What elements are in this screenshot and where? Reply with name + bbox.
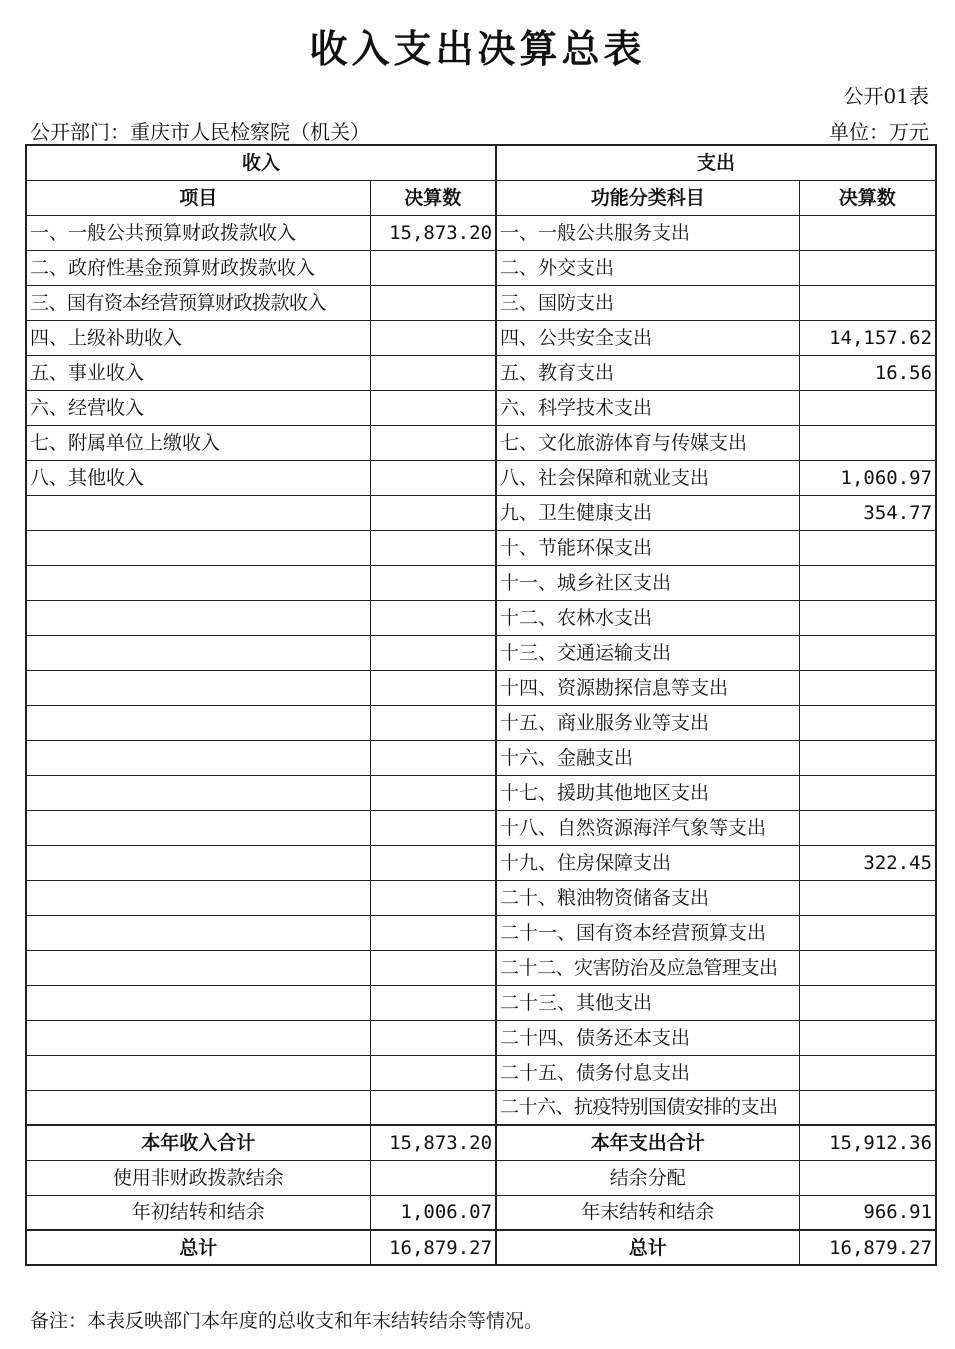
income-amount-cell <box>370 495 496 530</box>
expense-item-cell: 十九、住房保障支出 <box>496 845 799 880</box>
expense-amount-cell <box>799 880 936 915</box>
table-row <box>26 250 936 285</box>
income-amount-cell <box>370 915 496 950</box>
table-row <box>26 845 936 880</box>
summary-row <box>26 1230 936 1265</box>
expense-amount-cell: 14,157.62 <box>799 320 936 355</box>
income-amount-cell <box>370 460 496 495</box>
income-amount-cell <box>370 740 496 775</box>
expense-item-cell: 四、公共安全支出 <box>496 320 799 355</box>
expense-item-cell: 三、国防支出 <box>496 285 799 320</box>
income-amount-cell <box>370 600 496 635</box>
summary-expense-amount: 16,879.27 <box>799 1230 936 1265</box>
expense-amount-cell <box>799 950 936 985</box>
summary-income-label: 总计 <box>26 1230 370 1265</box>
summary-row <box>26 1125 936 1160</box>
income-amount-cell: 15,873.20 <box>370 215 496 250</box>
expense-item-cell: 十三、交通运输支出 <box>496 635 799 670</box>
income-item-cell: 七、附属单位上缴收入 <box>26 425 370 460</box>
table-row <box>26 915 936 950</box>
expense-amount-cell <box>799 530 936 565</box>
income-header: 收入 <box>26 145 496 180</box>
summary-income-amount <box>370 1160 496 1195</box>
income-item-cell: 六、经营收入 <box>26 390 370 425</box>
summary-income-label: 年初结转和结余 <box>26 1195 370 1230</box>
expense-amount-column-header: 决算数 <box>799 180 936 215</box>
summary-income-label: 本年收入合计 <box>26 1125 370 1160</box>
income-item-cell: 二、政府性基金预算财政拨款收入 <box>26 250 370 285</box>
expense-item-cell: 二、外交支出 <box>496 250 799 285</box>
income-item-cell <box>26 810 370 845</box>
expense-item-cell: 二十二、灾害防治及应急管理支出 <box>496 950 799 985</box>
item-column-header: 项目 <box>26 180 370 215</box>
income-item-cell <box>26 775 370 810</box>
income-item-cell <box>26 915 370 950</box>
form-code: 公开01表 <box>843 84 929 108</box>
expense-item-cell: 七、文化旅游体育与传媒支出 <box>496 425 799 460</box>
table-row <box>26 635 936 670</box>
expense-amount-cell <box>799 1020 936 1055</box>
income-item-cell <box>26 985 370 1020</box>
income-item-cell <box>26 635 370 670</box>
expense-amount-cell: 354.77 <box>799 495 936 530</box>
expense-header: 支出 <box>496 145 936 180</box>
table-row <box>26 320 936 355</box>
income-amount-column-header: 决算数 <box>370 180 496 215</box>
summary-expense-amount: 966.91 <box>799 1195 936 1230</box>
income-amount-cell <box>370 1055 496 1090</box>
expense-amount-cell <box>799 285 936 320</box>
income-item-cell: 五、事业收入 <box>26 355 370 390</box>
table-row <box>26 1055 936 1090</box>
expense-item-cell: 十八、自然资源海洋气象等支出 <box>496 810 799 845</box>
category-column-header: 功能分类科目 <box>496 180 799 215</box>
income-amount-cell <box>370 775 496 810</box>
income-amount-cell <box>370 250 496 285</box>
income-amount-cell <box>370 320 496 355</box>
summary-income-amount: 16,879.27 <box>370 1230 496 1265</box>
table-row <box>26 285 936 320</box>
table-row <box>26 670 936 705</box>
expense-amount-cell <box>799 915 936 950</box>
income-amount-cell <box>370 950 496 985</box>
income-amount-cell <box>370 635 496 670</box>
expense-amount-cell <box>799 670 936 705</box>
table-row <box>26 215 936 250</box>
expense-item-cell: 二十三、其他支出 <box>496 985 799 1020</box>
section-header-row <box>26 145 936 180</box>
expense-amount-cell <box>799 985 936 1020</box>
income-amount-cell <box>370 1090 496 1125</box>
income-item-cell: 三、国有资本经营预算财政拨款收入 <box>26 285 370 320</box>
expense-item-cell: 二十五、债务付息支出 <box>496 1055 799 1090</box>
table-row <box>26 1090 936 1125</box>
income-amount-cell <box>370 845 496 880</box>
table-row <box>26 950 936 985</box>
summary-income-label: 使用非财政拨款结余 <box>26 1160 370 1195</box>
expense-amount-cell <box>799 1055 936 1090</box>
table-row <box>26 355 936 390</box>
income-amount-cell <box>370 565 496 600</box>
income-item-cell <box>26 1020 370 1055</box>
expense-amount-cell <box>799 250 936 285</box>
table-row <box>26 705 936 740</box>
expense-item-cell: 二十、粮油物资储备支出 <box>496 880 799 915</box>
expense-amount-cell <box>799 390 936 425</box>
expense-item-cell: 十一、城乡社区支出 <box>496 565 799 600</box>
expense-item-cell: 八、社会保障和就业支出 <box>496 460 799 495</box>
income-item-cell: 八、其他收入 <box>26 460 370 495</box>
table-row <box>26 600 936 635</box>
income-item-cell <box>26 670 370 705</box>
expense-item-cell: 九、卫生健康支出 <box>496 495 799 530</box>
summary-expense-label: 年末结转和结余 <box>496 1195 799 1230</box>
expense-amount-cell <box>799 705 936 740</box>
expense-amount-cell <box>799 810 936 845</box>
income-amount-cell <box>370 390 496 425</box>
income-item-cell <box>26 1090 370 1125</box>
income-amount-cell <box>370 880 496 915</box>
expense-amount-cell <box>799 775 936 810</box>
table-row <box>26 565 936 600</box>
expense-amount-cell <box>799 1090 936 1125</box>
expense-amount-cell <box>799 565 936 600</box>
income-amount-cell <box>370 1020 496 1055</box>
income-item-cell <box>26 950 370 985</box>
expense-item-cell: 十四、资源勘探信息等支出 <box>496 670 799 705</box>
summary-income-amount: 1,006.07 <box>370 1195 496 1230</box>
income-amount-cell <box>370 530 496 565</box>
expense-item-cell: 十七、援助其他地区支出 <box>496 775 799 810</box>
income-amount-cell <box>370 810 496 845</box>
table-row <box>26 530 936 565</box>
expense-item-cell: 五、教育支出 <box>496 355 799 390</box>
income-item-cell <box>26 845 370 880</box>
expense-item-cell: 十五、商业服务业等支出 <box>496 705 799 740</box>
table-row <box>26 1020 936 1055</box>
table-row <box>26 460 936 495</box>
income-item-cell <box>26 705 370 740</box>
summary-expense-amount: 15,912.36 <box>799 1125 936 1160</box>
income-amount-cell <box>370 705 496 740</box>
expense-item-cell: 十、节能环保支出 <box>496 530 799 565</box>
income-item-cell <box>26 740 370 775</box>
expense-amount-cell <box>799 425 936 460</box>
summary-income-amount: 15,873.20 <box>370 1125 496 1160</box>
column-header-row <box>26 180 936 215</box>
summary-expense-label: 总计 <box>496 1230 799 1265</box>
income-expense-table <box>25 144 937 1266</box>
table-row <box>26 985 936 1020</box>
summary-expense-amount <box>799 1160 936 1195</box>
table-row <box>26 495 936 530</box>
expense-amount-cell <box>799 740 936 775</box>
department-label: 公开部门：重庆市人民检察院（机关） <box>30 120 370 144</box>
footnote: 备注：本表反映部门本年度的总收支和年末结转结余等情况。 <box>30 1310 544 1332</box>
income-amount-cell <box>370 670 496 705</box>
table-row <box>26 740 936 775</box>
income-amount-cell <box>370 985 496 1020</box>
expense-item-cell: 二十四、债务还本支出 <box>496 1020 799 1055</box>
page-title: 收入支出决算总表 <box>309 27 646 71</box>
expense-amount-cell <box>799 635 936 670</box>
expense-amount-cell <box>799 600 936 635</box>
table-row <box>26 425 936 460</box>
summary-row <box>26 1160 936 1195</box>
expense-item-cell: 一、一般公共服务支出 <box>496 215 799 250</box>
income-item-cell <box>26 495 370 530</box>
expense-amount-cell <box>799 215 936 250</box>
table-row <box>26 775 936 810</box>
income-amount-cell <box>370 285 496 320</box>
expense-item-cell: 二十一、国有资本经营预算支出 <box>496 915 799 950</box>
expense-item-cell: 十六、金融支出 <box>496 740 799 775</box>
income-item-cell: 一、一般公共预算财政拨款收入 <box>26 215 370 250</box>
expense-amount-cell: 322.45 <box>799 845 936 880</box>
income-item-cell <box>26 880 370 915</box>
expense-item-cell: 二十六、抗疫特别国债安排的支出 <box>496 1090 799 1125</box>
income-amount-cell <box>370 355 496 390</box>
income-item-cell <box>26 600 370 635</box>
expense-item-cell: 十二、农林水支出 <box>496 600 799 635</box>
unit-label: 单位：万元 <box>829 120 929 144</box>
income-item-cell <box>26 565 370 600</box>
expense-amount-cell: 1,060.97 <box>799 460 936 495</box>
summary-expense-label: 结余分配 <box>496 1160 799 1195</box>
income-amount-cell <box>370 425 496 460</box>
summary-expense-label: 本年支出合计 <box>496 1125 799 1160</box>
income-item-cell: 四、上级补助收入 <box>26 320 370 355</box>
table-row <box>26 880 936 915</box>
expense-amount-cell: 16.56 <box>799 355 936 390</box>
expense-item-cell: 六、科学技术支出 <box>496 390 799 425</box>
summary-row <box>26 1195 936 1230</box>
income-item-cell <box>26 1055 370 1090</box>
income-item-cell <box>26 530 370 565</box>
table-row <box>26 810 936 845</box>
table-row <box>26 390 936 425</box>
